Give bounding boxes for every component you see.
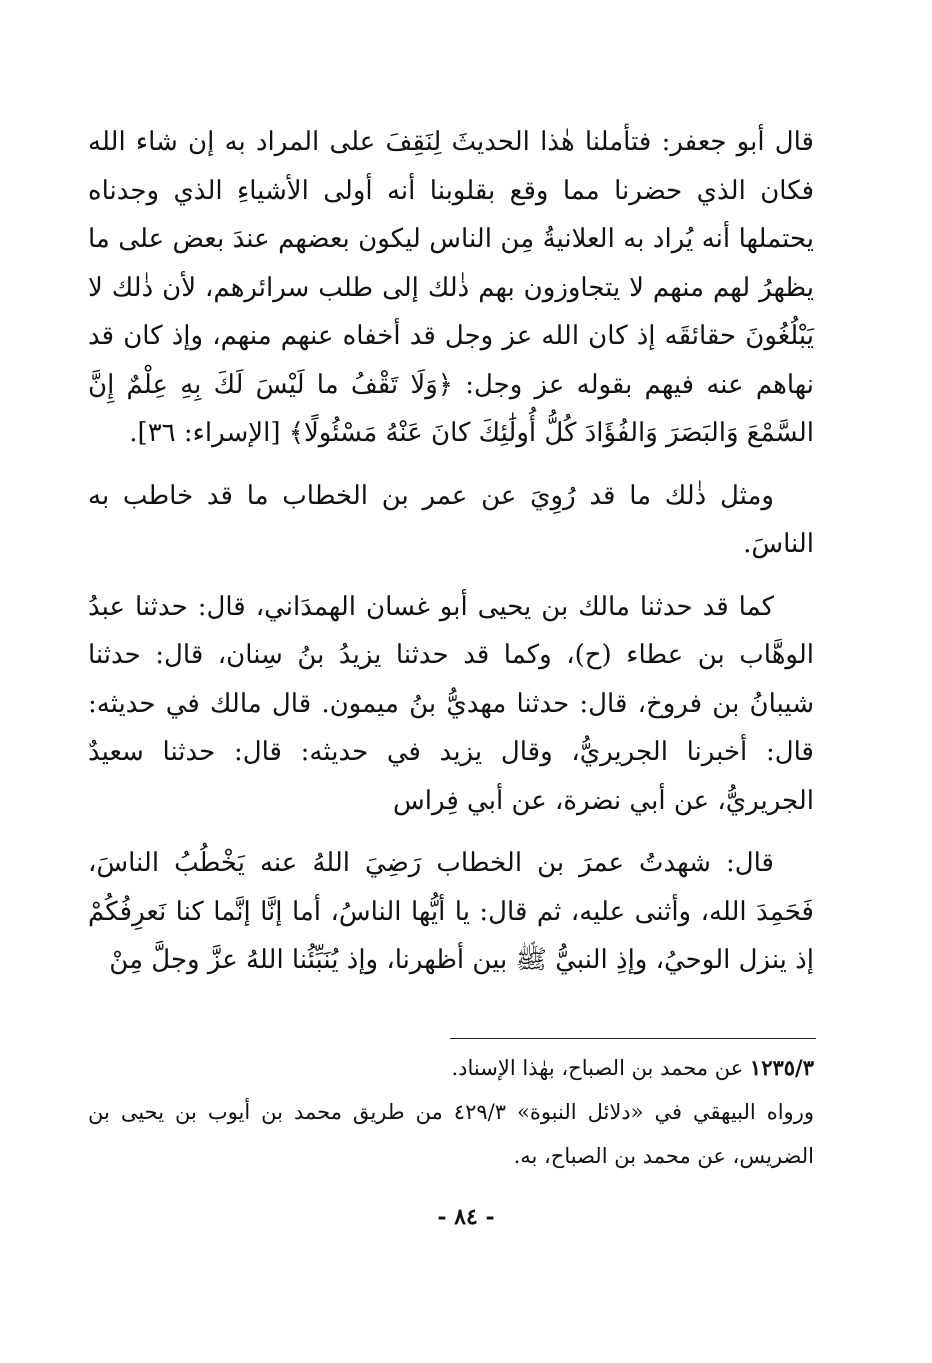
footnote-divider: [450, 1038, 816, 1039]
footnote-text: عن محمد بن الصباح، بهٰذا الإسناد.: [451, 1056, 750, 1080]
main-text: [88, 118, 814, 999]
page-number: - ٨٤ -: [437, 1204, 495, 1230]
paragraph-hadith-text: قال: شهدتُ عمرَ بن الخطاب رَضِيَ اللهُ عنه يَخْطُبُ الناسَ، فَحَمِدَ الله، وأثنى عليه، ثم قال: يا أيُّها الناسُ، أما إنَّا إنَّما كنا نَعرِفُكُمْ إذ ينزل الوحيُ، وإذِ النبيُّ ﷺ بين أظهرنا، وإذ يُنَبِّئُنا اللهُ عزَّ وجلَّ مِنْ: [88, 848, 814, 975]
paragraph-umar-reference: ومثل ذٰلك ما قد رُوِيَ عن عمر بن الخطاب ما قد خاطب به الناسَ.: [88, 480, 814, 559]
paragraph-commentary: قال أبو جعفر: فتأملنا هٰذا الحديثَ لِنَقِفَ على المراد به إن شاء الله فكان الذي حضرنا مما وقع بقلوبنا أنه أولى الأشياءِ الذي وجدناه يحتملها أنه يُراد به العلانيةُ مِن الناس ليكون بعضهم عندَ بعض على ما يظهرُ لهم منهم لا يتجاوزون بهم ذٰلك إلى طلب سرائرهم، لأن ذٰلك لا يَبْلُغُونَ حقائقَه إذ كان الله عز وجل قد أخفاه عنهم منهم، وإذ كان قد نهاهم عنه فيهم بقوله عز وجل: ﴿وَلَا تَقْفُ ما لَيْسَ لَكَ بِهِ عِلْمٌ إِنَّ السَّمْعَ وَالبَصَرَ وَالفُؤَادَ كُلُّ أُولَٰئِكَ كانَ عَنْهُ مَسْئُولًا﴾ [الإسراء: ٣٦].: [88, 127, 814, 448]
footnote-line-2: ورواه البيهقي في «دلائل النبوة» ٤٢٩/٣ من طريق محمد بن أيوب بن يحيى بن الضريس، عن محمد بن الصباح، به.: [88, 1100, 814, 1168]
footnote-line-1: [88, 1046, 814, 1090]
footnotes: [88, 1046, 814, 1178]
footnote-number: ١٢٣٥/٣: [749, 1055, 814, 1080]
paragraph-isnad: كما قد حدثنا مالك بن يحيى أبو غسان الهمدَاني، قال: حدثنا عبدُ الوهَّاب بن عطاء (ح)، وكما قد حدثنا يزيدُ بنُ سِنان، قال: حدثنا شيبانُ بن فروخ، قال: حدثنا مهديُّ بنُ ميمون. قال مالك في حديثه: قال: أخبرنا الجريريُّ، وقال يزيد في حديثه: قال: حدثنا سعيدٌ الجريريُّ، عن أبي نضرة، عن أبي فِراس: [88, 591, 814, 816]
